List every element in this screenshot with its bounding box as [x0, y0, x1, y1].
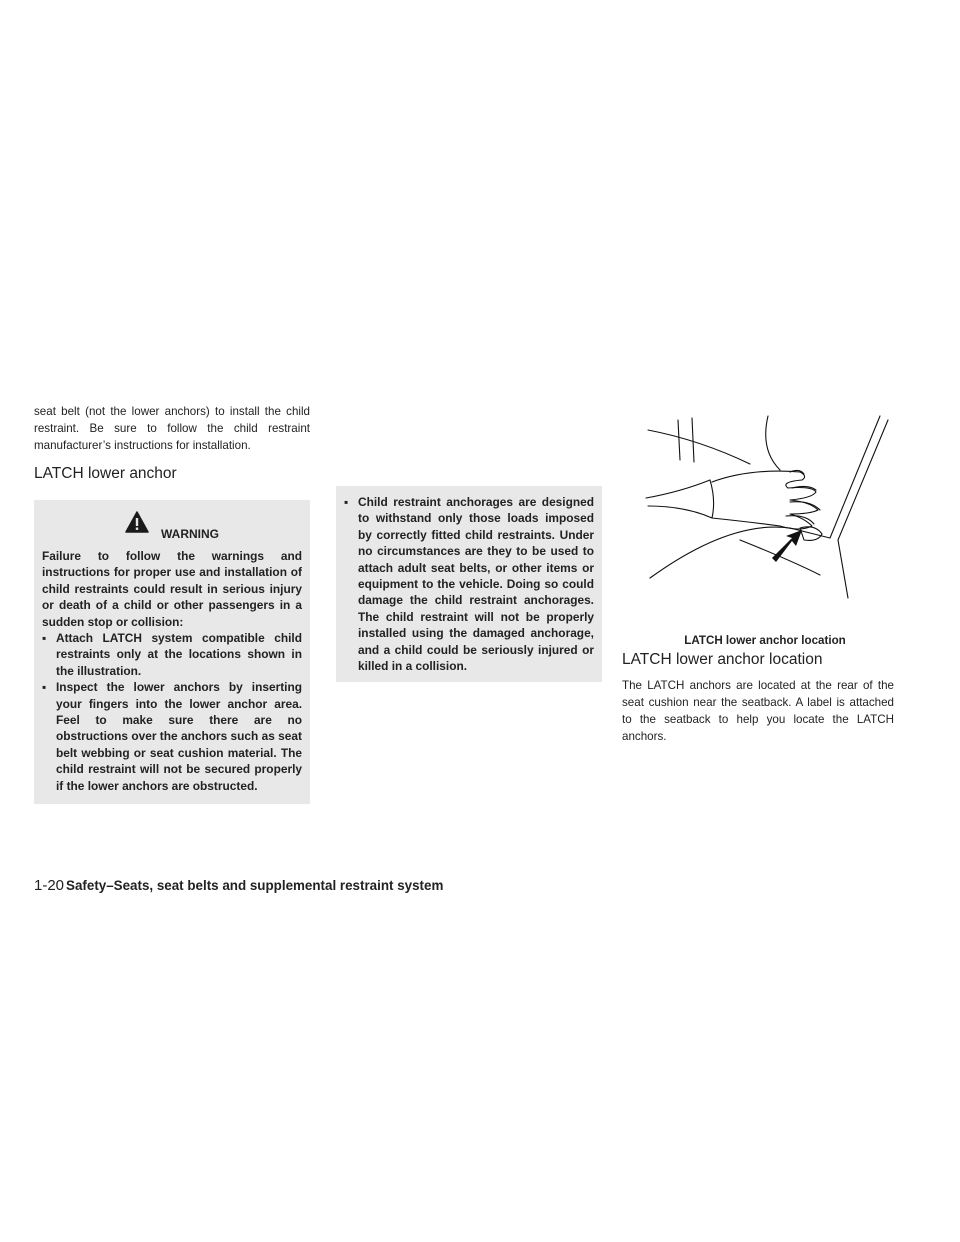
column-left — [34, 403, 310, 804]
warning-box — [34, 500, 310, 804]
warning-box-continued — [336, 486, 602, 682]
bullet-icon: ▪ — [42, 680, 47, 695]
warning-title: WARNING — [161, 527, 219, 541]
latch-anchor-illustration — [640, 410, 890, 632]
bullet-icon: ▪ — [42, 631, 47, 646]
section-anchor-location-text: The LATCH anchors are located at the rear of the seat cushion near the seatback. A label is attached to the seatback to help you locate the LATCH anchors. — [622, 679, 894, 743]
warning-triangle-icon — [125, 511, 149, 533]
footer-chapter-title: Safety–Seats, seat belts and supplemental restraint system — [66, 878, 444, 893]
warning-bullet-text: Inspect the lower anchors by inserting your fingers into the lower anchor area. Feel to make sure there are no obstructions over the anchors such as seat belt webbing or seat cushion material. The child restraint will not be secured properly if the lower anchors are obstructed. — [56, 680, 302, 793]
warning-bullet — [42, 630, 302, 679]
warning-text: Failure to follow the warnings and instructions for proper use and installation of child restraints could result in serious injury or death of a child or other passengers in a sudden stop or collision: — [42, 549, 302, 629]
page-footer — [34, 877, 443, 894]
figure-caption: LATCH lower anchor location — [684, 634, 846, 647]
warning-bullet — [344, 494, 594, 674]
column-middle — [336, 486, 602, 682]
section-heading-latch-lower-anchor: LATCH lower anchor — [34, 465, 177, 482]
warning-header — [42, 510, 302, 548]
warning-bullet — [42, 679, 302, 794]
warning-bullet-text: Attach LATCH system compatible child restraints only at the locations shown in the illustration. — [56, 631, 302, 678]
page-number: 1-20 — [34, 877, 65, 894]
arrow-icon — [772, 530, 802, 562]
intro-paragraph: seat belt (not the lower anchors) to install the child restraint. Be sure to follow the child restraint manufacturer’s instructions for installation. — [34, 405, 310, 452]
bullet-icon: ▪ — [344, 495, 349, 509]
warning-bullet-text: Child restraint anchorages are designed to withstand only those loads imposed by correctly fitted child restraints. Under no circumstances are they to be used to attach adult seat belts, or other items or equipment to the vehicle. Doing so could damage the child restraint anchorages. The child restraint will not be properly installed using the damaged anchorage, and a child could be seriously injured or killed in a collision. — [358, 495, 594, 674]
section-heading-anchor-location: LATCH lower anchor location — [622, 651, 823, 668]
